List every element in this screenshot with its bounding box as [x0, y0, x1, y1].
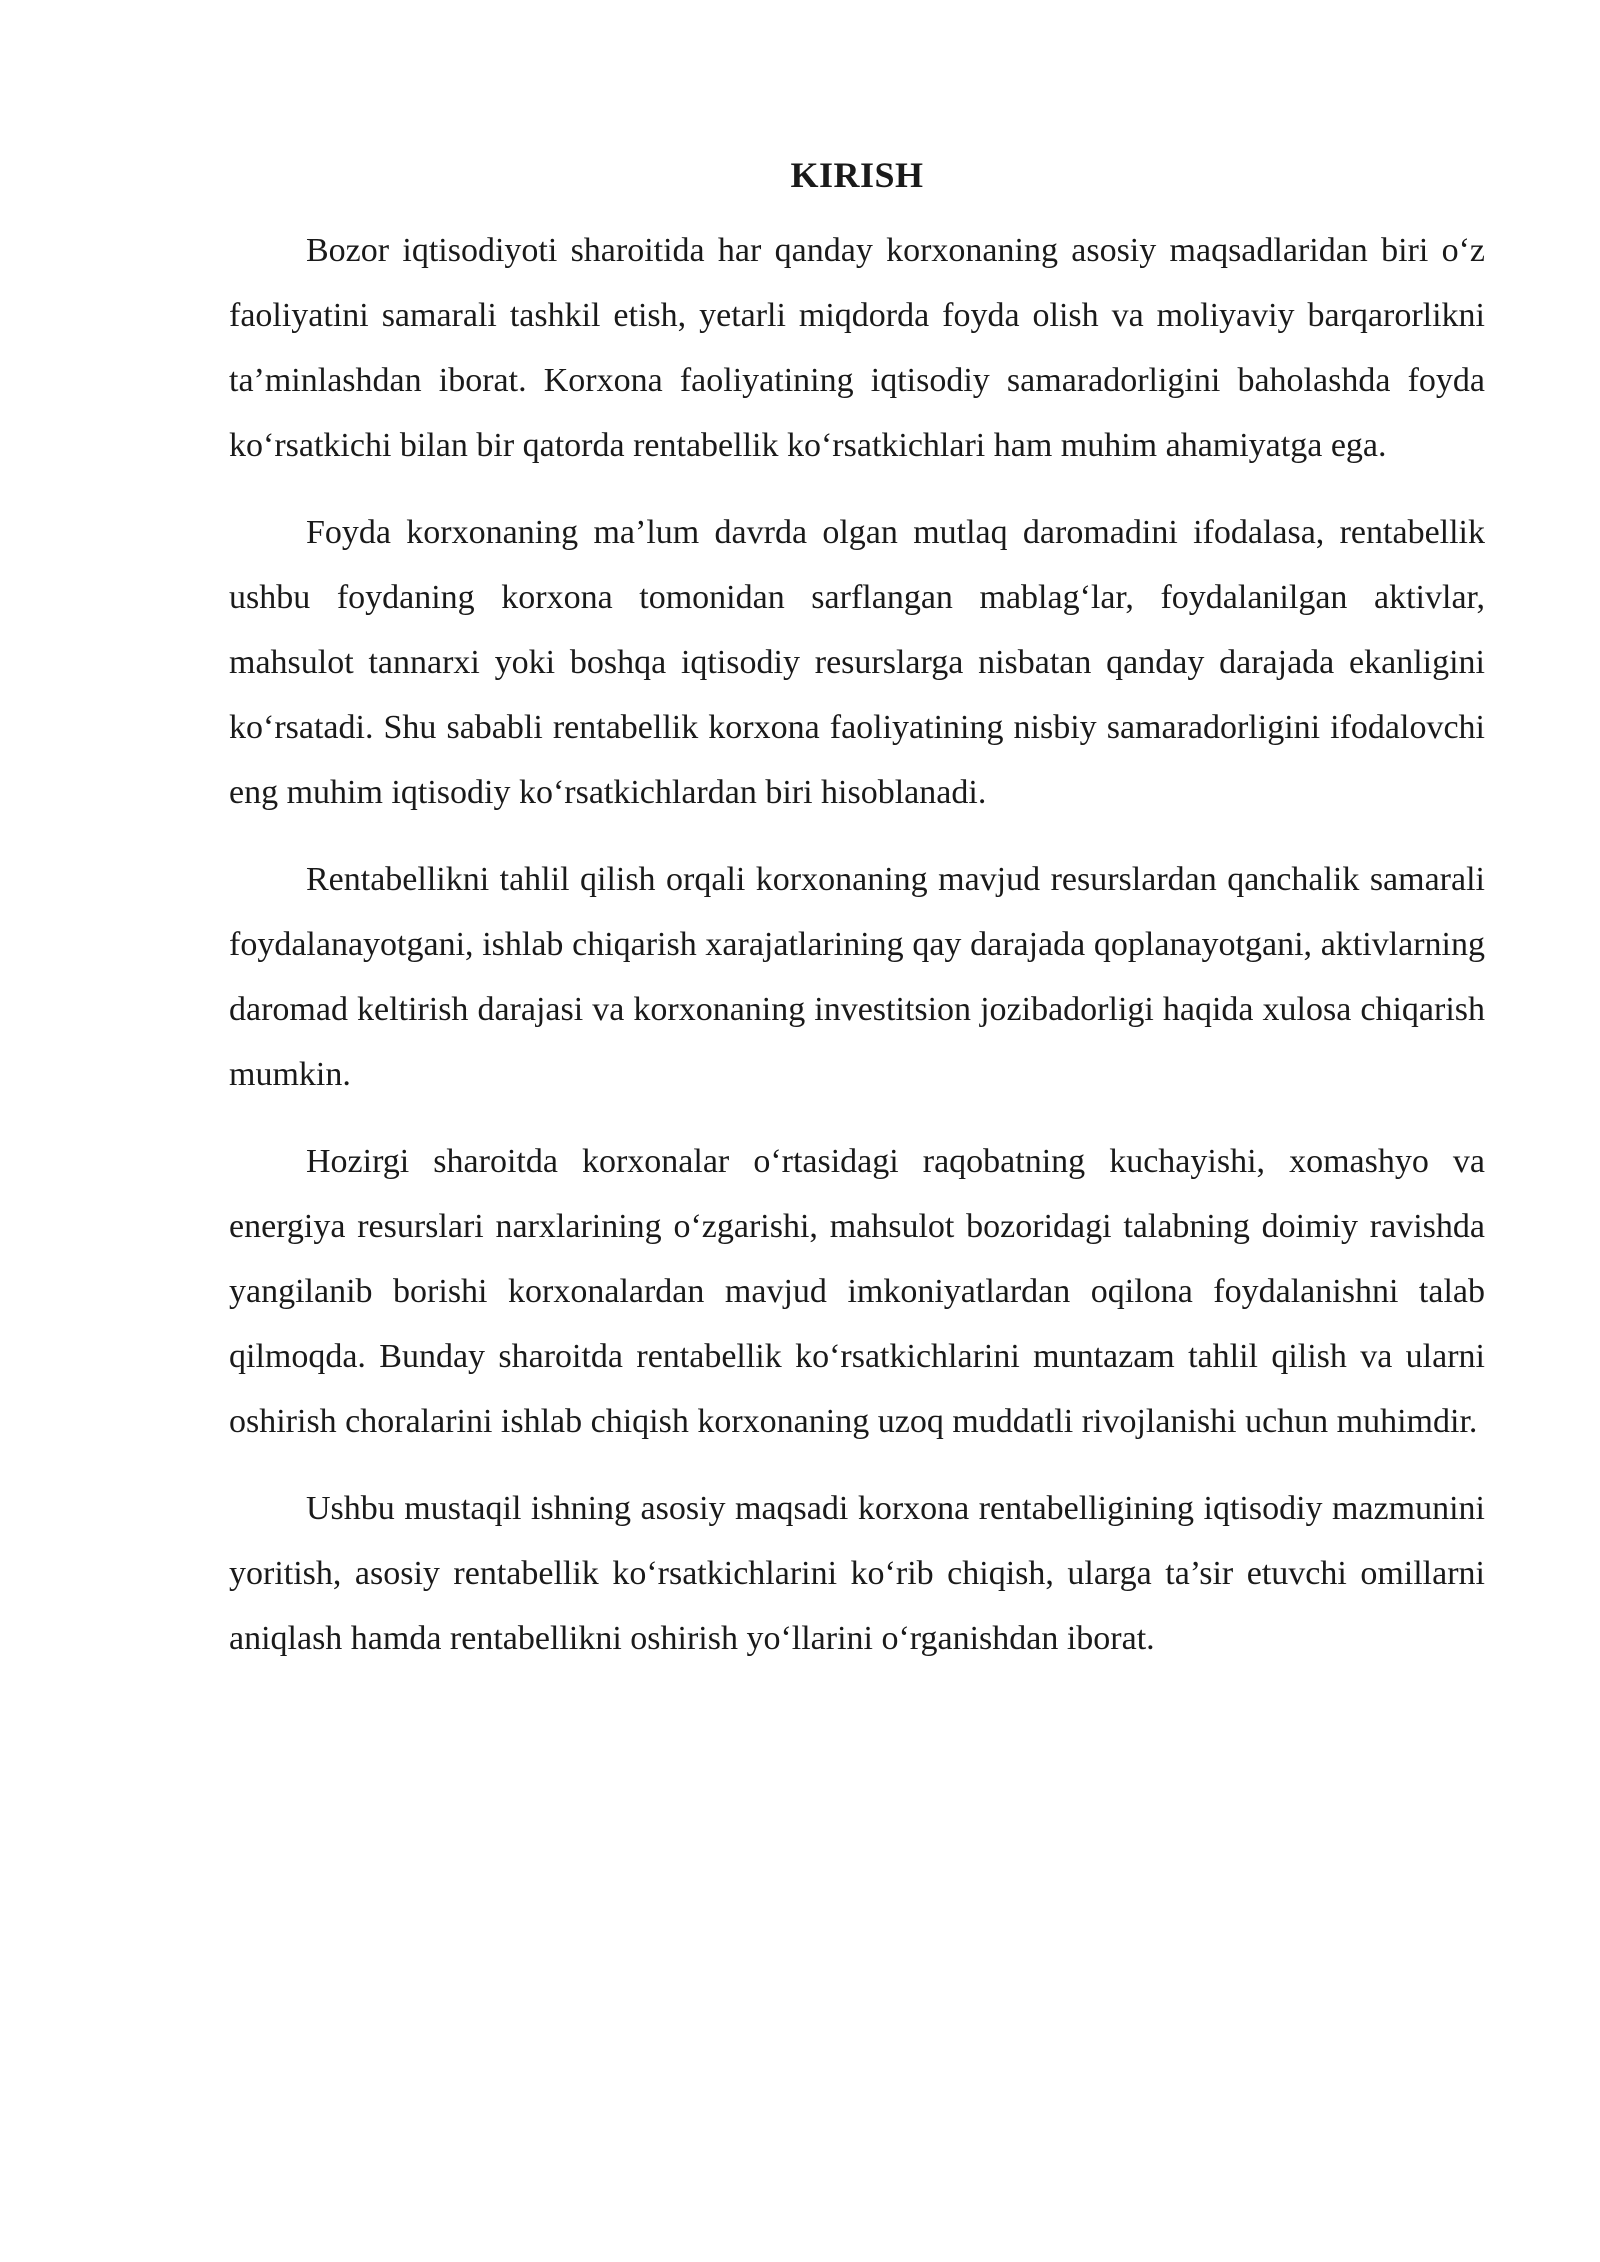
paragraph-4: Hozirgi sharoitda korxonalar o‘rtasidagi raqobatning kuchayishi, xomashyo va energiya resurslari narxlarining o‘zgarishi, mahsulot bozoridagi talabning doimiy ravishda yangilanib borishi korxonalardan mavjud imkoniyatlardan oqilona foydalanishni talab qilmoqda. Bunday sharoitda rentabellik ko‘rsatkichlarini muntazam tahlil qilish va ularni oshirish choralarini ishlab chiqish korxonaning uzoq muddatli rivojlanishi uchun muhimdir.	[229, 1143, 1485, 1440]
paragraph-5: Ushbu mustaqil ishning asosiy maqsadi korxona rentabelligining iqtisodiy mazmunini yoritish, asosiy rentabellik ko‘rsatkichlarini ko‘rib chiqish, ularga ta’sir etuvchi omillarni aniqlash hamda rentabellikni oshirish yo‘llarini o‘rganishdan iborat.	[229, 1490, 1485, 1657]
paragraph-1: Bozor iqtisodiyoti sharoitida har qanday korxonaning asosiy maqsadlaridan biri o‘z faoliyatini samarali tashkil etish, yetarli miqdorda foyda olish va moliyaviy barqarorlikni ta’minlashdan iborat. Korxona faoliyatining iqtisodiy samaradorligini baholashda foyda ko‘rsatkichi bilan bir qatorda rentabellik ko‘rsatkichlari ham muhim ahamiyatga ega.	[229, 232, 1485, 464]
section-title: KIRISH	[790, 155, 924, 195]
paragraph-2: Foyda korxonaning ma’lum davrda olgan mutlaq daromadini ifodalasa, rentabellik ushbu foydaning korxona tomonidan sarflangan mablag‘lar, foydalanilgan aktivlar, mahsulot tannarxi yoki boshqa iqtisodiy resurslarga nisbatan qanday darajada ekanligini ko‘rsatadi. Shu sababli rentabellik korxona faoliyatining nisbiy samaradorligini ifodalovchi eng muhim iqtisodiy ko‘rsatkichlardan biri hisoblanadi.	[229, 514, 1485, 811]
document-body	[229, 150, 1485, 1693]
paragraph-3: Rentabellikni tahlil qilish orqali korxonaning mavjud resurslardan qanchalik samarali foydalanayotgani, ishlab chiqarish xarajatlarining qay darajada qoplanayotgani, aktivlarning daromad keltirish darajasi va korxonaning investitsion jozibadorligi haqida xulosa chiqarish mumkin.	[229, 861, 1485, 1093]
